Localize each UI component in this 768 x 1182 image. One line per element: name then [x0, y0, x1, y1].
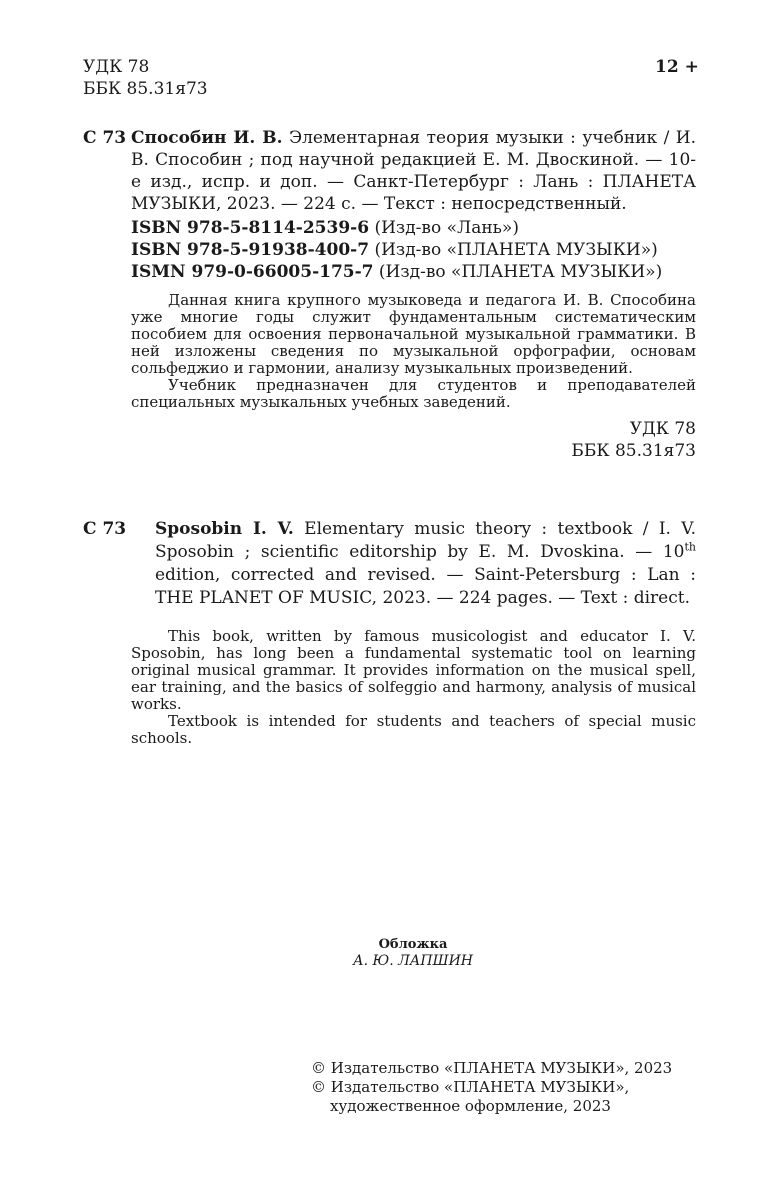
ru-author: Способин И. В. — [131, 128, 283, 148]
ru-annotation — [131, 292, 696, 411]
copyright-line-1: © Издательство «ПЛАНЕТА МУЗЫКИ», 2023 — [311, 1059, 673, 1077]
cover-designer: А. Ю. ЛАПШИН — [353, 953, 473, 969]
bbk-top: ББК 85.31я73 — [83, 79, 208, 99]
udk-top: УДК 78 — [83, 57, 150, 77]
en-annotation — [131, 628, 696, 747]
udk-bottom: УДК 78 — [629, 419, 696, 439]
copyright-line-3: художественное оформление, 2023 — [330, 1097, 611, 1115]
ru-annotation-p2: Учебник предназначен для студентов и преподавателей специальных музыкальных учебных заведений. — [131, 376, 696, 411]
ru-description-text: Элементарная теория музыки : учебник / И. В. Способин ; под научной редакцией Е. М. Двоскиной. — 10-е изд., испр. и доп. — Санкт-Петербург : Лань : ПЛАНЕТА МУЗЫКИ, 2023. — 224 с. — Текст : непосредственный. — [131, 128, 696, 214]
ismn-line: ISMN 979-0-66005-175-7 (Изд-во «ПЛАНЕТА МУЗЫКИ») — [131, 262, 663, 282]
en-author: Sposobin I. V. — [155, 519, 294, 539]
isbn-line: ISBN 978-5-91938-400-7 (Изд-во «ПЛАНЕТА МУЗЫКИ») — [131, 240, 658, 260]
ru-annotation-p1: Данная книга крупного музыковеда и педагога И. В. Способина уже многие годы служит фундаментальным систематическим пособием для освоения первоначальной музыкальной грамматики. В ней изложены сведения по музыкальной орфографии, основам сольфеджио и гармонии, анализу музыкальных произведений. — [131, 291, 696, 377]
age-rating: 12 + — [655, 57, 699, 77]
bbk-bottom: ББК 85.31я73 — [571, 441, 696, 461]
isbn-line: ISBN 978-5-8114-2539-6 (Изд-во «Лань») — [131, 218, 519, 238]
en-annotation-p2: Textbook is intended for students and teachers of special music schools. — [131, 712, 696, 747]
isbn-list — [131, 217, 696, 283]
en-annotation-p1: This book, written by famous musicologist and educator I. V. Sposobin, has long been a fundamental systematic tool on learning original musical grammar. It provides information on the musical spell, ear training, and the basics of solfeggio and harmony, analysis of musical works. — [131, 627, 696, 713]
cover-label: Обложка — [378, 937, 448, 952]
copyright-line-2: © Издательство «ПЛАНЕТА МУЗЫКИ», — [311, 1078, 630, 1096]
en-record-code: С 73 — [83, 519, 127, 539]
en-record-description: Sposobin I. V. Elementary music theory : textbook / I. V. Sposobin ; scientific editorship by E. M. Dvoskina. — 10th edition, corrected and revised. — Saint-Petersburg : Lan : THE PLANET OF MUSIC, 2023. — 224 pages. — Text : direct. — [155, 519, 696, 608]
ru-record-code: С 73 — [83, 128, 127, 148]
ru-record-description — [131, 127, 696, 215]
